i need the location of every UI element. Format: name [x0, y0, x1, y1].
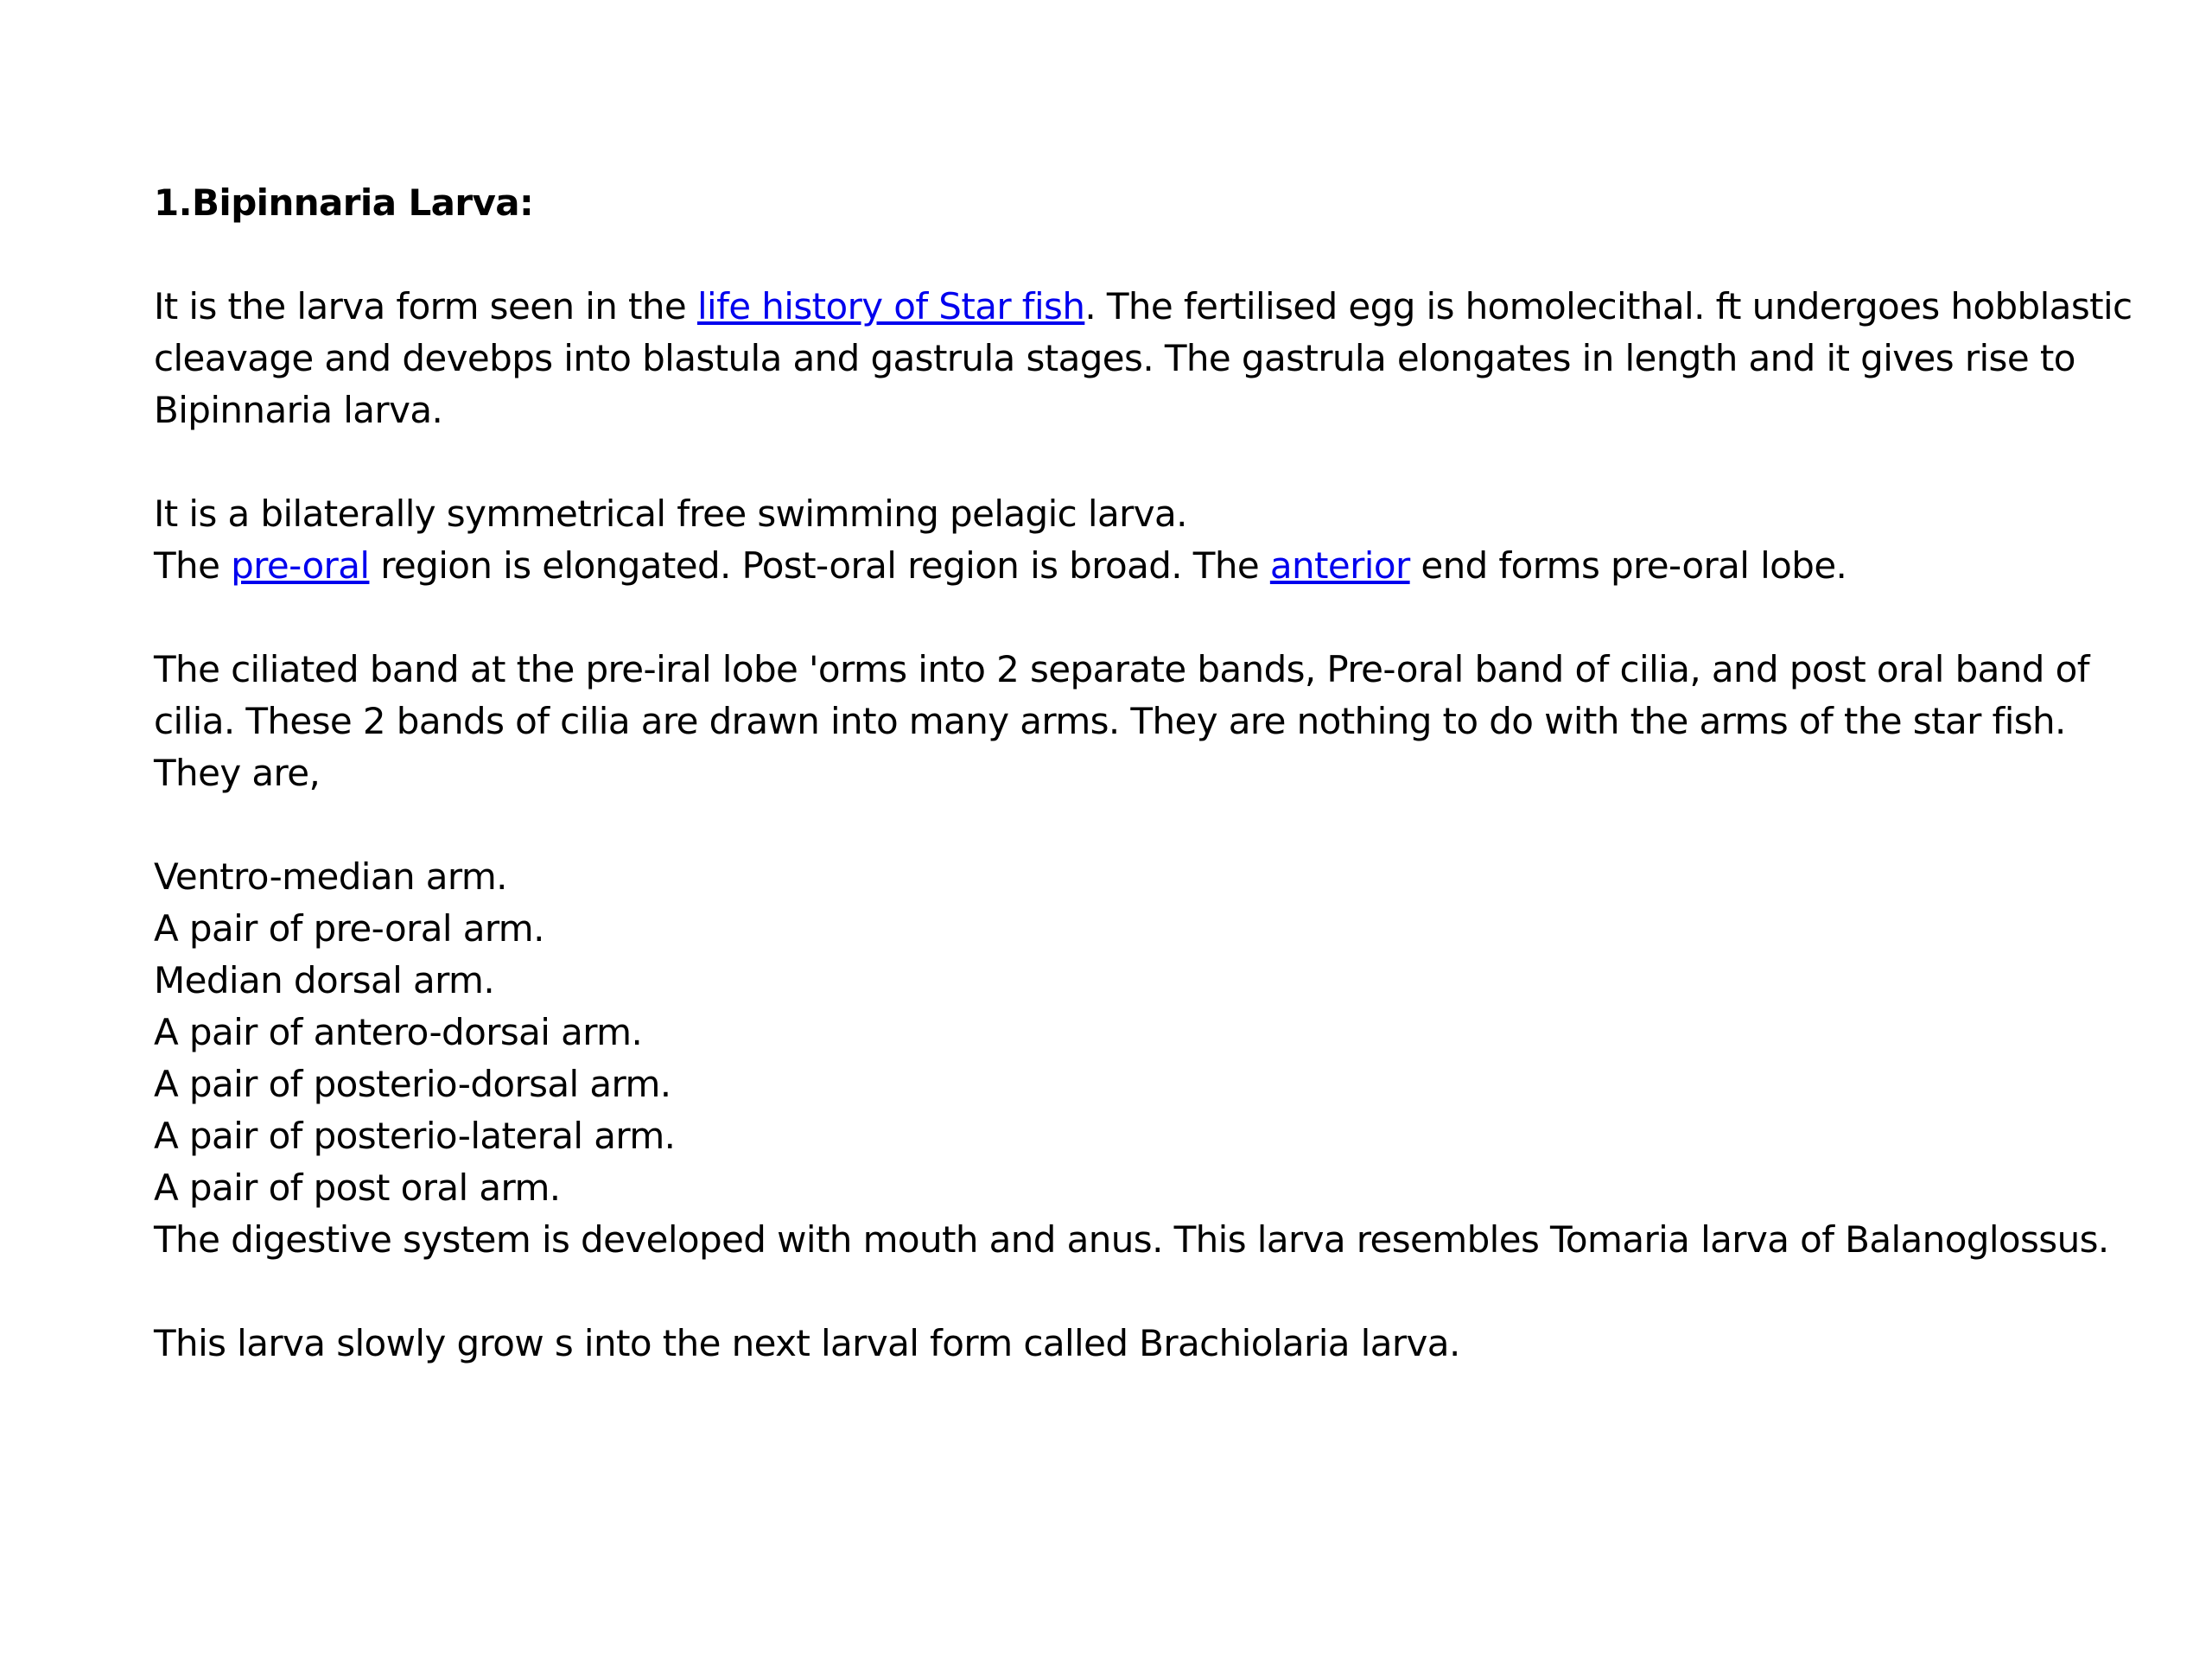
text-run: The [154, 544, 232, 587]
spacer [154, 799, 2141, 851]
spacer [154, 229, 2141, 281]
link-anterior[interactable]: anterior [1269, 544, 1410, 587]
link-pre-oral[interactable]: pre-oral [231, 544, 370, 587]
paragraph-ciliated-band [154, 644, 2141, 799]
section-heading: 1.Bipinnaria Larva: [154, 181, 534, 224]
arms-list [154, 851, 2141, 1266]
paragraph-ciliated-band-line-2: cilia. These 2 bands of cilia are drawn into many arms. They are nothing to do with the arms of the star fish. [154, 700, 2066, 742]
spacer [154, 1266, 2141, 1318]
paragraph-symmetry [154, 488, 2141, 592]
list-item: The digestive system is developed with mouth and anus. This larva resembles Tomaria larva of Balanoglossus. [154, 1218, 2109, 1261]
paragraph-ciliated-band-line-3: They are, [154, 752, 321, 794]
document-content [154, 177, 2141, 1370]
list-item: A pair of post oral arm. [154, 1166, 561, 1209]
paragraph-intro-line-2: cleavage and devebps into blastula and gastrula stages. The gastrula elongates in length and it gives rise to [154, 337, 2075, 379]
paragraph-symmetry-line-1: It is a bilaterally symmetrical free swimming pelagic larva. [154, 493, 1187, 535]
paragraph-intro [154, 281, 2141, 436]
list-item: A pair of antero-dorsai arm. [154, 1011, 643, 1053]
text-run: end forms pre-oral lobe. [1409, 544, 1847, 587]
paragraph-ciliated-band-line-1: The ciliated band at the pre-iral lobe 'orms into 2 separate bands, Pre-oral band of cilia, and post oral band of [154, 648, 2089, 690]
list-item: Ventro-median arm. [154, 855, 507, 898]
spacer [154, 436, 2141, 488]
list-item: Median dorsal arm. [154, 959, 495, 1001]
text-run: . The fertilised egg is homolecithal. ft undergoes hobblastic [1084, 285, 2133, 327]
text-run: It is the larva form seen in the [154, 285, 697, 327]
list-item: A pair of pre-oral arm. [154, 907, 544, 950]
paragraph-intro-line-3: Bipinnaria larva. [154, 389, 443, 431]
text-run: region is elongated. Post-oral region is broad. The [369, 544, 1270, 587]
paragraph-intro-line-1 [154, 281, 2141, 333]
paragraph-final: This larva slowly grow s into the next larval form called Brachiolaria larva. [154, 1322, 1460, 1364]
link-life-history-of-star-fish[interactable]: life history of Star fish [696, 285, 1085, 327]
paragraph-symmetry-line-2 [154, 540, 2141, 592]
spacer [154, 592, 2141, 644]
list-item: A pair of posterio-dorsal arm. [154, 1063, 671, 1105]
list-item: A pair of posterio-lateral arm. [154, 1115, 676, 1157]
